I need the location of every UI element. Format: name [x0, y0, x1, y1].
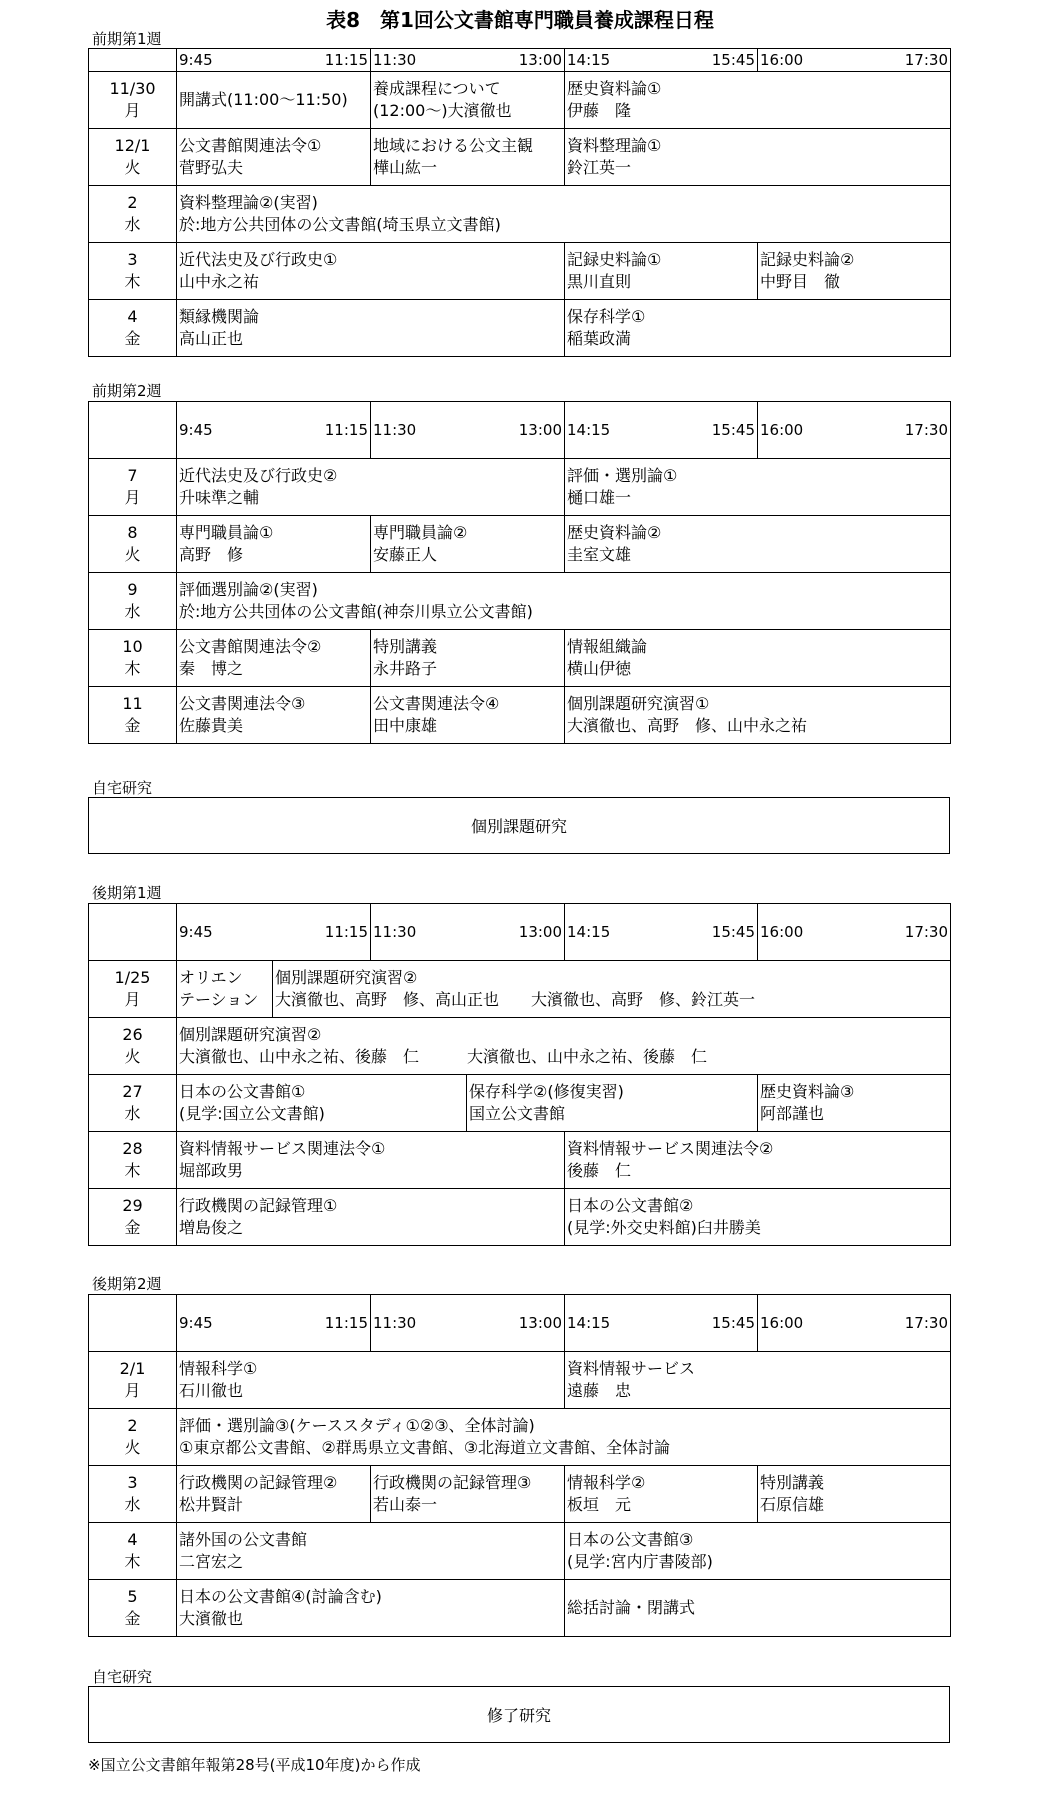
class-cell: 特別講義 永井路子 — [371, 630, 565, 687]
time-slot-4: 16:00 17:30 — [758, 904, 951, 961]
class-cell: 専門職員論① 高野 修 — [177, 516, 371, 573]
date-cell: 9 水 — [89, 573, 177, 630]
table-row — [89, 573, 951, 630]
table-row — [89, 72, 951, 129]
class-cell: 評価選別論②(実習) 於:地方公共団体の公文書館(神奈川県立公文書館) — [177, 573, 951, 630]
class-cell: 公文書関連法令④ 田中康雄 — [371, 687, 565, 744]
table-row — [89, 1580, 951, 1637]
class-cell: 公文書館関連法令② 秦 博之 — [177, 630, 371, 687]
class-cell: 情報科学① 石川徹也 — [177, 1352, 565, 1409]
class-cell: 資料整理論① 鈴江英一 — [565, 129, 951, 186]
class-cell: 公文書関連法令③ 佐藤貴美 — [177, 687, 371, 744]
table-row — [89, 630, 951, 687]
week1-label: 前期第1週 — [92, 30, 162, 48]
class-cell: 開講式(11:00～11:50) — [177, 72, 371, 129]
table-row — [89, 459, 951, 516]
date-cell: 11 金 — [89, 687, 177, 744]
table-row — [89, 687, 951, 744]
header-blank — [89, 49, 177, 72]
date-cell: 2/1 月 — [89, 1352, 177, 1409]
class-cell: 類縁機関論 高山正也 — [177, 300, 565, 357]
class-cell: 特別講義 石原信雄 — [758, 1466, 951, 1523]
date-cell: 2 水 — [89, 186, 177, 243]
class-cell: 評価・選別論① 樋口雄一 — [565, 459, 951, 516]
class-cell: 個別課題研究演習② 大濱徹也、高野 修、高山正也 大濱徹也、高野 修、鈴江英一 — [273, 961, 951, 1018]
class-cell: 情報科学② 板垣 元 — [565, 1466, 758, 1523]
date-cell: 5 金 — [89, 1580, 177, 1637]
class-cell: 養成課程について (12:00～)大濱徹也 — [371, 72, 565, 129]
class-cell: 総括討論・閉講式 — [565, 1580, 951, 1637]
class-cell: 保存科学②(修復実習) 国立公文書館 — [467, 1075, 758, 1132]
home-study-box: 個別課題研究 — [88, 797, 950, 854]
time-slot-3: 14:15 15:45 — [565, 402, 758, 459]
time-slot-3: 14:15 15:45 — [565, 49, 758, 72]
table-row — [89, 243, 951, 300]
class-cell: 諸外国の公文書館 二宮宏之 — [177, 1523, 565, 1580]
class-cell: 歴史資料論② 圭室文雄 — [565, 516, 951, 573]
date-cell: 1/25 月 — [89, 961, 177, 1018]
class-cell: 日本の公文書館① (見学:国立公文書館) — [177, 1075, 467, 1132]
time-header-row — [89, 904, 951, 961]
class-cell: 歴史資料論③ 阿部謹也 — [758, 1075, 951, 1132]
class-cell: 資料情報サービス関連法令① 堀部政男 — [177, 1132, 565, 1189]
time-slot-2: 11:30 13:00 — [371, 904, 565, 961]
date-cell: 26 火 — [89, 1018, 177, 1075]
class-cell: 日本の公文書館③ (見学:宮内庁書陵部) — [565, 1523, 951, 1580]
class-cell: 個別課題研究演習① 大濱徹也、高野 修、山中永之祐 — [565, 687, 951, 744]
table-row — [89, 1409, 951, 1466]
week2-label: 前期第2週 — [92, 382, 162, 400]
time-slot-1: 9:45 11:15 — [177, 1295, 371, 1352]
time-slot-1: 9:45 11:15 — [177, 402, 371, 459]
table-row — [89, 300, 951, 357]
time-slot-4: 16:00 17:30 — [758, 1295, 951, 1352]
table-row — [89, 516, 951, 573]
date-cell: 8 火 — [89, 516, 177, 573]
date-cell: 7 月 — [89, 459, 177, 516]
date-cell: 11/30 月 — [89, 72, 177, 129]
time-slot-2: 11:30 13:00 — [371, 49, 565, 72]
date-cell: 29 金 — [89, 1189, 177, 1246]
date-cell: 4 金 — [89, 300, 177, 357]
time-header-row — [89, 1295, 951, 1352]
date-cell: 2 火 — [89, 1409, 177, 1466]
home-study-label: 自宅研究 — [92, 1668, 153, 1686]
class-cell: 資料情報サービス 遠藤 忠 — [565, 1352, 951, 1409]
class-cell: 資料情報サービス関連法令② 後藤 仁 — [565, 1132, 951, 1189]
class-cell: 専門職員論② 安藤正人 — [371, 516, 565, 573]
date-cell: 10 木 — [89, 630, 177, 687]
table-row — [89, 129, 951, 186]
class-cell: 行政機関の記録管理② 松井賢計 — [177, 1466, 371, 1523]
home-study-box: 修了研究 — [88, 1686, 950, 1743]
schedule-week1 — [88, 48, 951, 357]
time-slot-1: 9:45 11:15 — [177, 904, 371, 961]
class-cell: 評価・選別論③(ケーススタディ①②③、全体討論) ①東京都公文書館、②群馬県立文書館、③北海道立文書館、全体討論 — [177, 1409, 951, 1466]
time-slot-1: 9:45 11:15 — [177, 49, 371, 72]
table-row — [89, 1018, 951, 1075]
class-cell: 近代法史及び行政史② 升味準之輔 — [177, 459, 565, 516]
class-cell: 地域における公文主観 樺山紘一 — [371, 129, 565, 186]
class-cell: オリエン テーション — [177, 961, 273, 1018]
date-cell: 4 木 — [89, 1523, 177, 1580]
footnote: ※国立公文書館年報第28号(平成10年度)から作成 — [88, 1756, 421, 1774]
class-cell: 資料整理論②(実習) 於:地方公共団体の公文書館(埼玉県立文書館) — [177, 186, 951, 243]
table-row — [89, 1189, 951, 1246]
time-slot-4: 16:00 17:30 — [758, 402, 951, 459]
date-cell: 3 木 — [89, 243, 177, 300]
table-row — [89, 1523, 951, 1580]
class-cell: 日本の公文書館④(討論含む) 大濱徹也 — [177, 1580, 565, 1637]
table-row — [89, 186, 951, 243]
class-cell: 個別課題研究演習② 大濱徹也、山中永之祐、後藤 仁 大濱徹也、山中永之祐、後藤 仁 — [177, 1018, 951, 1075]
date-cell: 27 水 — [89, 1075, 177, 1132]
header-blank — [89, 402, 177, 459]
time-header-row — [89, 402, 951, 459]
time-slot-4: 16:00 17:30 — [758, 49, 951, 72]
date-cell: 3 水 — [89, 1466, 177, 1523]
week3-label: 後期第1週 — [92, 884, 162, 902]
class-cell: 記録史料論① 黒川直則 — [565, 243, 758, 300]
home-study-label: 自宅研究 — [92, 779, 153, 797]
schedule-week2 — [88, 401, 951, 744]
class-cell: 行政機関の記録管理③ 若山泰一 — [371, 1466, 565, 1523]
class-cell: 公文書館関連法令① 菅野弘夫 — [177, 129, 371, 186]
time-header-row — [89, 49, 951, 72]
header-blank — [89, 1295, 177, 1352]
class-cell: 日本の公文書館② (見学:外交史料館)臼井勝美 — [565, 1189, 951, 1246]
time-slot-3: 14:15 15:45 — [565, 904, 758, 961]
class-cell: 行政機関の記録管理① 増島俊之 — [177, 1189, 565, 1246]
time-slot-3: 14:15 15:45 — [565, 1295, 758, 1352]
time-slot-2: 11:30 13:00 — [371, 402, 565, 459]
date-cell: 28 木 — [89, 1132, 177, 1189]
table-row — [89, 961, 951, 1018]
class-cell: 近代法史及び行政史① 山中永之祐 — [177, 243, 565, 300]
table-row — [89, 1466, 951, 1523]
date-cell: 12/1 火 — [89, 129, 177, 186]
time-slot-2: 11:30 13:00 — [371, 1295, 565, 1352]
week4-label: 後期第2週 — [92, 1275, 162, 1293]
header-blank — [89, 904, 177, 961]
schedule-week3 — [88, 903, 951, 1246]
class-cell: 保存科学① 稲葉政満 — [565, 300, 951, 357]
table-row — [89, 1352, 951, 1409]
class-cell: 情報組織論 横山伊徳 — [565, 630, 951, 687]
table-row — [89, 1132, 951, 1189]
page-title: 表8 第1回公文書館専門職員養成課程日程 — [326, 8, 714, 32]
table-row — [89, 1075, 951, 1132]
class-cell: 記録史料論② 中野目 徹 — [758, 243, 951, 300]
schedule-week4 — [88, 1294, 951, 1637]
class-cell: 歴史資料論① 伊藤 隆 — [565, 72, 951, 129]
